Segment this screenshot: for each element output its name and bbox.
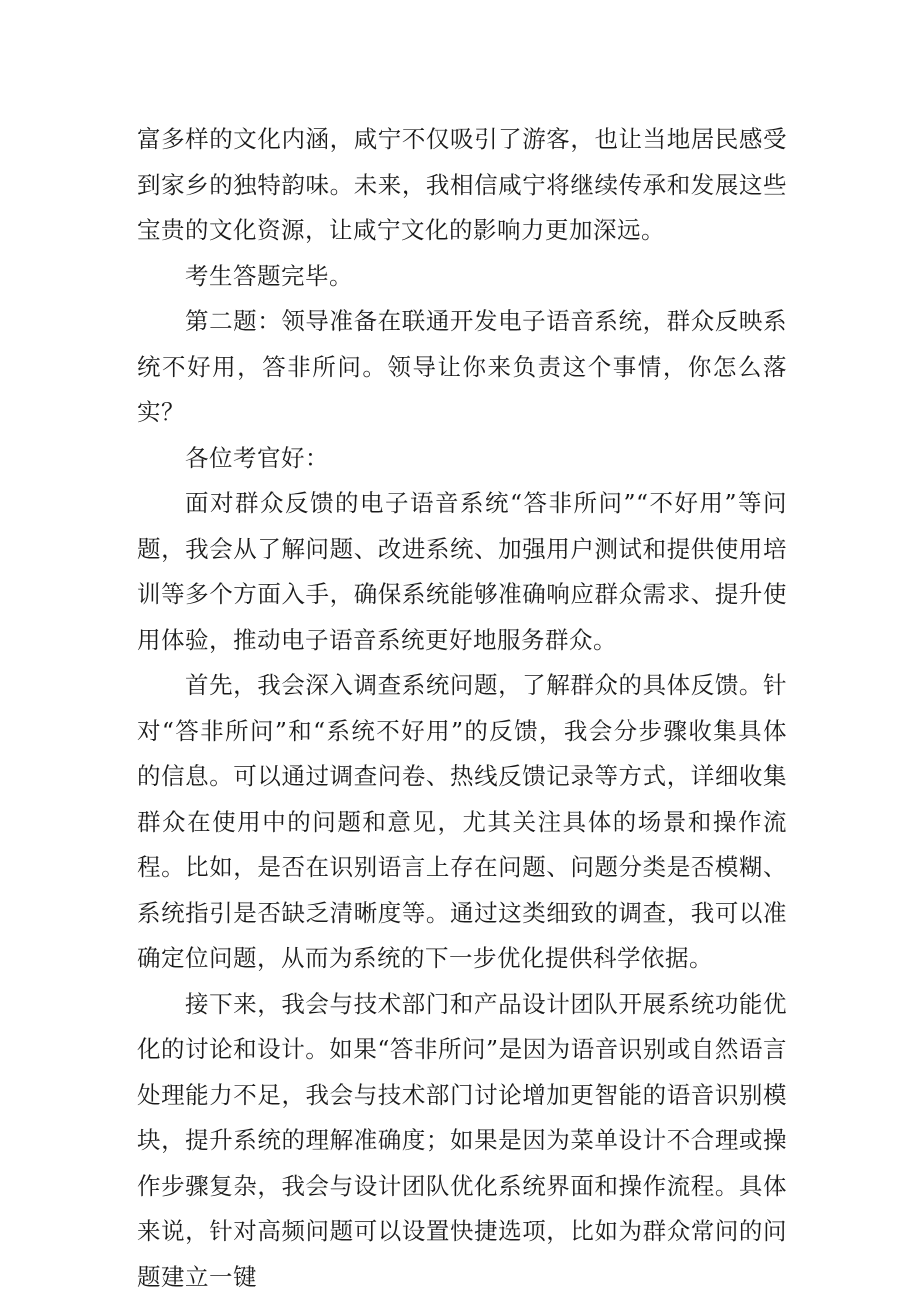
paragraph-question-two: 第二题：领导准备在联通开发电子语音系统，群众反映系统不好用，答非所问。领导让你来负责这个事情，你怎么落实？	[137, 307, 787, 426]
paragraph-answer-end: 考生答题完毕。	[185, 261, 353, 290]
paragraph-first-step: 首先，我会深入调查系统问题，了解群众的具体反馈。针对“答非所问”和“系统不好用”的反馈，我会分步骤收集具体的信息。可以通过调查问卷、热线反馈记录等方式，详细收集群众在使用中的问题和意见，尤其关注具体的场景和操作流程。比如，是否在识别语言上存在问题、问题分类是否模糊、系统指引是否缺乏清晰度等。通过这类细致的调查，我可以准确定位问题，从而为系统的下一步优化提供科学依据。	[137, 671, 787, 972]
document-body	[137, 117, 787, 1300]
paragraph-continuation: 富多样的文化内涵，咸宁不仅吸引了游客，也让当地居民感受到家乡的独特韵味。未来，我相信咸宁将继续传承和发展这些宝贵的文化资源，让咸宁文化的影响力更加深远。	[137, 125, 787, 244]
paragraph-greeting: 各位考官好：	[185, 443, 329, 472]
paragraph-overview: 面对群众反馈的电子语音系统“答非所问”“不好用”等问题，我会从了解问题、改进系统、加强用户测试和提供使用培训等多个方面入手，确保系统能够准确响应群众需求、提升使用体验，推动电子语音系统更好地服务群众。	[137, 489, 787, 654]
paragraph-next-step: 接下来，我会与技术部门和产品设计团队开展系统功能优化的讨论和设计。如果“答非所问”是因为语音识别或自然语言处理能力不足，我会与技术部门讨论增加更智能的语音识别模块，提升系统的理解准确度；如果是因为菜单设计不合理或操作步骤复杂，我会与设计团队优化系统界面和操作流程。具体来说，针对高频问题可以设置快捷选项，比如为群众常问的问题建立一键	[137, 989, 787, 1291]
